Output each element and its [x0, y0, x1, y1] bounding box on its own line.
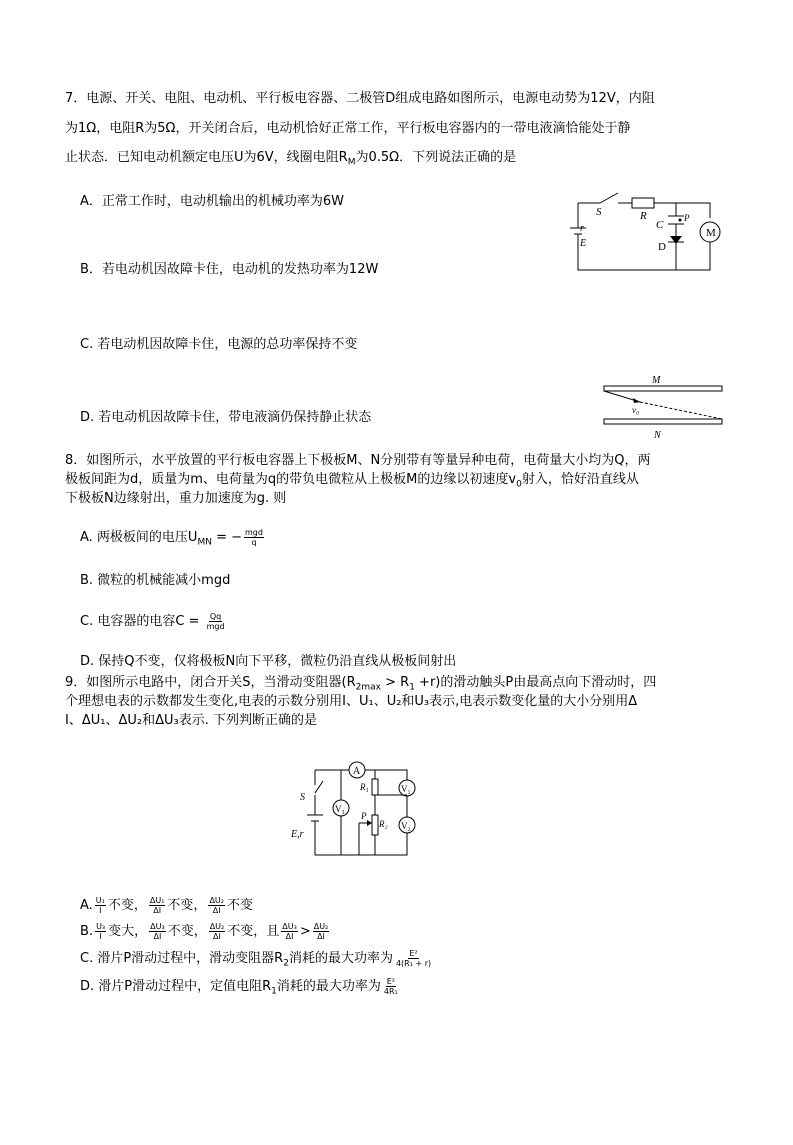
fig-label-r: R [640, 210, 647, 222]
q7-option-a: A．正常工作时，电动机输出的机械功率为6W [80, 194, 345, 209]
q9-circuit-figure [285, 755, 445, 865]
fig-label-r-internal: r [580, 223, 584, 234]
q9-line1: 9．如图所示电路中，闭合开关S，当滑动变阻器$(R_{2max} > R_1 +r)$的滑动触头P由最高点向下滑动时，四 [65, 675, 657, 693]
q8-line1: 8．如图所示，水平放置的平行板电容器上下极板M、N分别带有等量异种电荷，电荷量大小均为Q，两 [65, 453, 651, 468]
fig-label-a: A [353, 766, 361, 777]
q7-line1: 7．电源、开关、电阻、电动机、平行板电容器、二极管D组成电路如图所示，电源电动势为12V，内阻 [65, 91, 655, 106]
q8-option-d: D. 保持Q不变，仅将极板N向下平移，微粒仍沿直线从极板间射出 [80, 654, 457, 669]
fig-label-r2: R₂ [379, 819, 388, 829]
plate-n [604, 419, 722, 424]
q8-line3: 下极板N边缘射出，重力加速度为g. 则 [65, 491, 287, 506]
q8-plates-figure [600, 372, 730, 442]
q9-option-a: A. $\frac{\text{U₁}}{I}$ 不变， $\frac{\text{ΔU₁}}{\Delta I}$ 不变， $\frac{\text{ΔU₂}}{\Delta I}$ 不变 [80, 896, 253, 915]
fig-label-s: S [596, 206, 602, 218]
fig-label-v1: V₁ [401, 784, 411, 794]
fig-label-s: S [300, 792, 305, 803]
q9-option-c: C. 滑片P滑动过程中，滑动变阻器$R_2$消耗的最大功率为 $\frac{\text{E²}}{\text{4(R₁ + r)}}$ [80, 949, 432, 969]
q9-option-d: D. 滑片P滑动过程中，定值电阻$R_1$消耗的最大功率为 $\frac{\text{E²}}{\text{4R₁}}$ [80, 977, 398, 997]
q8-option-a: A. 两极板间的电压$U_{MN}$ = − $\frac{\text{mgd}}{q}$ [80, 528, 263, 548]
resistor-r2 [372, 815, 378, 835]
q8-line2: 极板间距为d，质量为m、电荷量为q的带负电微粒从上极板M的边缘以初速度$v_0$射入，恰好沿直线从 [65, 472, 639, 490]
fig-label-m: M [706, 227, 716, 239]
fig-label-v2: V₂ [401, 821, 411, 831]
fig-label-v0: v₀ [632, 405, 640, 415]
q8-option-c: C. 电容器的电容C = $\frac{Qq}{\text{mgd}}$ [80, 612, 225, 631]
q9-option-b: B. $\frac{\text{U₃}}{I}$ 变大， $\frac{\text{ΔU₃}}{\Delta I}$ 不变， $\frac{\text{ΔU₂}}{\Delta I}$ 不变，且 $\frac{\text{ΔU₃}}{\Delta I}$ > $\frac{\text{ΔU₂}}{\Delta I}$ [80, 922, 329, 941]
fig-label-n: N [654, 430, 661, 441]
fig-label-e: E [580, 238, 587, 249]
plate-m [604, 386, 722, 391]
q7-option-b: B．若电动机因故障卡住，电动机的发热功率为12W [80, 262, 379, 277]
fig-label-m: M [652, 375, 661, 386]
q7-line3: 止状态．已知电动机额定电压U为6V，线圈电阻$R_M$为0.5Ω．下列说法正确的是 [65, 150, 517, 168]
q7-line2: 为1Ω，电阻R为5Ω，开关闭合后，电动机恰好正常工作，平行板电容器内的一带电液滴恰能处于静 [65, 121, 631, 136]
fig-label-er: E,r [291, 829, 304, 840]
fig-label-p: P [361, 811, 367, 821]
q7-option-d: D. 若电动机因故障卡住，带电液滴仍保持静止状态 [80, 410, 372, 425]
resistor-r [632, 198, 654, 208]
resistor-r1 [372, 779, 378, 795]
fig-label-r1: R₁ [360, 782, 369, 792]
fig-label-d: D [658, 241, 666, 253]
q7-option-c: C. 若电动机因故障卡住，电源的总功率保持不变 [80, 337, 358, 352]
q9-line3: I、ΔU₁、ΔU₂和ΔU₃表示. 下列判断正确的是 [65, 713, 317, 728]
fig-label-v3: V₃ [335, 804, 345, 814]
q7-circuit-figure [560, 188, 730, 278]
q8-option-b: B. 微粒的机械能减小mgd [80, 573, 231, 588]
fig-label-p: P [684, 213, 690, 223]
q9-line2: 个理想电表的示数都发生变化,电表的示数分别用I、U₁、U₂和U₃表示,电表示数变化量的大小分别用Δ [65, 694, 638, 709]
fig-label-c: C [656, 219, 664, 231]
